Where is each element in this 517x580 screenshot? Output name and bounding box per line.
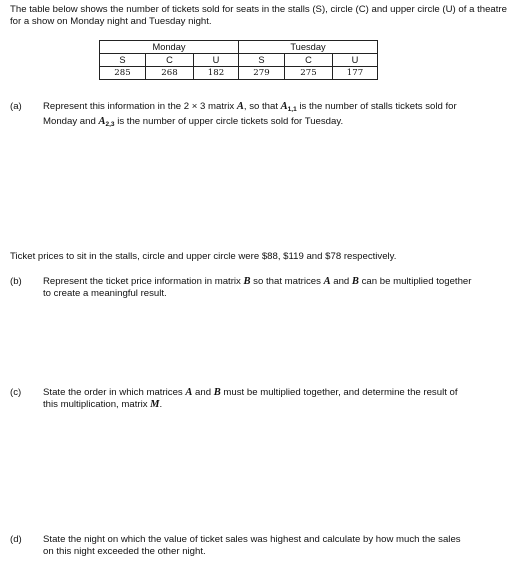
intro-text: The table below shows the number of tickets sold for seats in the stalls (S), circle (C) and upper circle (U) of a theatre for a show on Monday night and Tuesday night.: [10, 4, 507, 27]
part-a-label: (a): [10, 101, 22, 112]
col-header: C: [285, 54, 333, 67]
matrix-symbol: B: [243, 276, 251, 287]
subscript: 1,1: [287, 106, 297, 113]
table-cell: 275: [285, 67, 333, 80]
matrix-symbol: B: [351, 276, 359, 287]
matrix-symbol: A: [323, 276, 331, 287]
part-a-text: Represent this information in the 2 × 3 matrix A, so that $A_{1,1}$ is the number of stalls tickets sold for Monday and $A_{2,3}$ is the number of upper circle tickets sold for Tuesday.: [43, 101, 457, 128]
part-c-text: State the order in which matrices A and B must be multiplied together, and determine the result of this multiplication, matrix M.: [43, 387, 458, 410]
col-header: S: [100, 54, 146, 67]
table-cell: 285: [100, 67, 146, 80]
matrix-symbol: M: [150, 399, 160, 410]
col-header: U: [194, 54, 239, 67]
part-b-text: Represent the ticket price information in matrix B so that matrices A and B can be multiplied together to create a meaningful result.: [43, 276, 472, 299]
part-d-text: State the night on which the value of ticket sales was highest and calculate by how much the sales on this night exceeded the other night.: [43, 534, 461, 557]
part-d-label: (d): [10, 534, 22, 545]
matrix-symbol: A: [280, 101, 288, 112]
table-cell: 182: [194, 67, 239, 80]
table-cell: 177: [333, 67, 378, 80]
table-cell: 268: [146, 67, 194, 80]
matrix-symbol: B: [213, 387, 221, 398]
matrix-symbol: A: [185, 387, 193, 398]
prices-text: Ticket prices to sit in the stalls, circle and upper circle were $88, $119 and $78 respectively.: [10, 251, 397, 262]
day-header-monday: Monday: [100, 41, 239, 54]
col-header: S: [239, 54, 285, 67]
day-header-tuesday: Tuesday: [239, 41, 378, 54]
subscript: 2,3: [105, 121, 115, 128]
col-header: U: [333, 54, 378, 67]
tickets-table: [99, 40, 378, 80]
part-c-label: (c): [10, 387, 22, 398]
part-b-label: (b): [10, 276, 22, 287]
matrix-symbol: A: [236, 101, 244, 112]
matrix-symbol: A: [98, 116, 106, 127]
col-header: C: [146, 54, 194, 67]
table-cell: 279: [239, 67, 285, 80]
